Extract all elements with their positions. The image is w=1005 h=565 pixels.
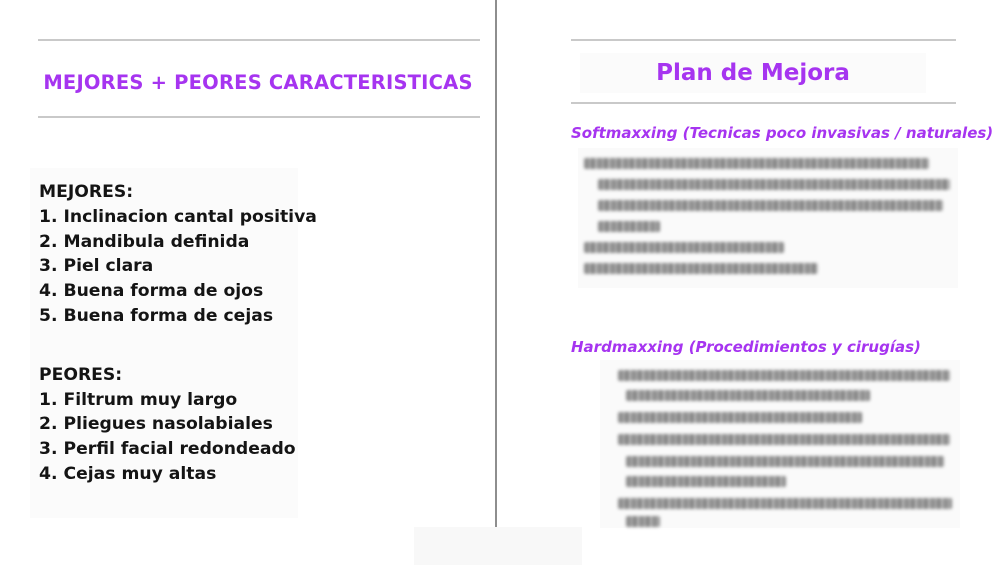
- blurred-text-line: [598, 221, 660, 232]
- right-top-rule: [571, 39, 956, 41]
- blurred-text-line: [598, 179, 950, 190]
- blurred-text-line: [618, 370, 950, 381]
- peores-item: 1. Filtrum muy largo: [39, 389, 238, 410]
- mejores-item: 3. Piel clara: [39, 256, 154, 277]
- peores-item: 3. Perfil facial redondeado: [39, 439, 296, 460]
- list-gap: [39, 329, 339, 363]
- bottom-blank-box: [414, 527, 582, 565]
- blurred-text-line: [626, 456, 944, 467]
- softmaxxing-heading: Softmaxxing (Tecnicas poco invasivas / naturales): [571, 124, 994, 142]
- peores-item: 2. Pliegues nasolabiales: [39, 414, 273, 435]
- hardmaxxing-content: [600, 360, 960, 528]
- mejores-item: 4. Buena forma de ojos: [39, 281, 264, 302]
- column-divider: [495, 0, 497, 527]
- blurred-text-line: [584, 263, 818, 274]
- left-bottom-rule: [38, 116, 480, 118]
- blurred-text-line: [598, 200, 943, 211]
- blurred-text-line: [584, 158, 929, 169]
- left-top-rule: [38, 39, 480, 41]
- peores-item: 4. Cejas muy altas: [39, 463, 217, 484]
- mejores-item: 2. Mandibula definida: [39, 231, 250, 252]
- left-title: MEJORES + PEORES CARACTERISTICAS: [43, 70, 473, 94]
- mejores-heading: MEJORES:: [39, 182, 134, 202]
- blurred-text-line: [584, 242, 784, 253]
- blurred-text-line: [618, 498, 952, 509]
- blurred-text-line: [618, 434, 950, 445]
- mejores-item: 5. Buena forma de cejas: [39, 305, 274, 326]
- blurred-text-line: [626, 476, 786, 487]
- right-title: Plan de Mejora: [580, 53, 926, 93]
- blurred-text-line: [618, 412, 862, 423]
- peores-heading: PEORES:: [39, 364, 123, 385]
- right-bottom-rule: [571, 102, 956, 104]
- traits-block: [39, 180, 339, 487]
- hardmaxxing-heading: Hardmaxxing (Procedimientos y cirugías): [571, 338, 921, 356]
- softmaxxing-content: [578, 148, 958, 288]
- blurred-text-line: [626, 390, 870, 401]
- blurred-text-line: [626, 516, 660, 527]
- mejores-item: 1. Inclinacion cantal positiva: [39, 206, 317, 227]
